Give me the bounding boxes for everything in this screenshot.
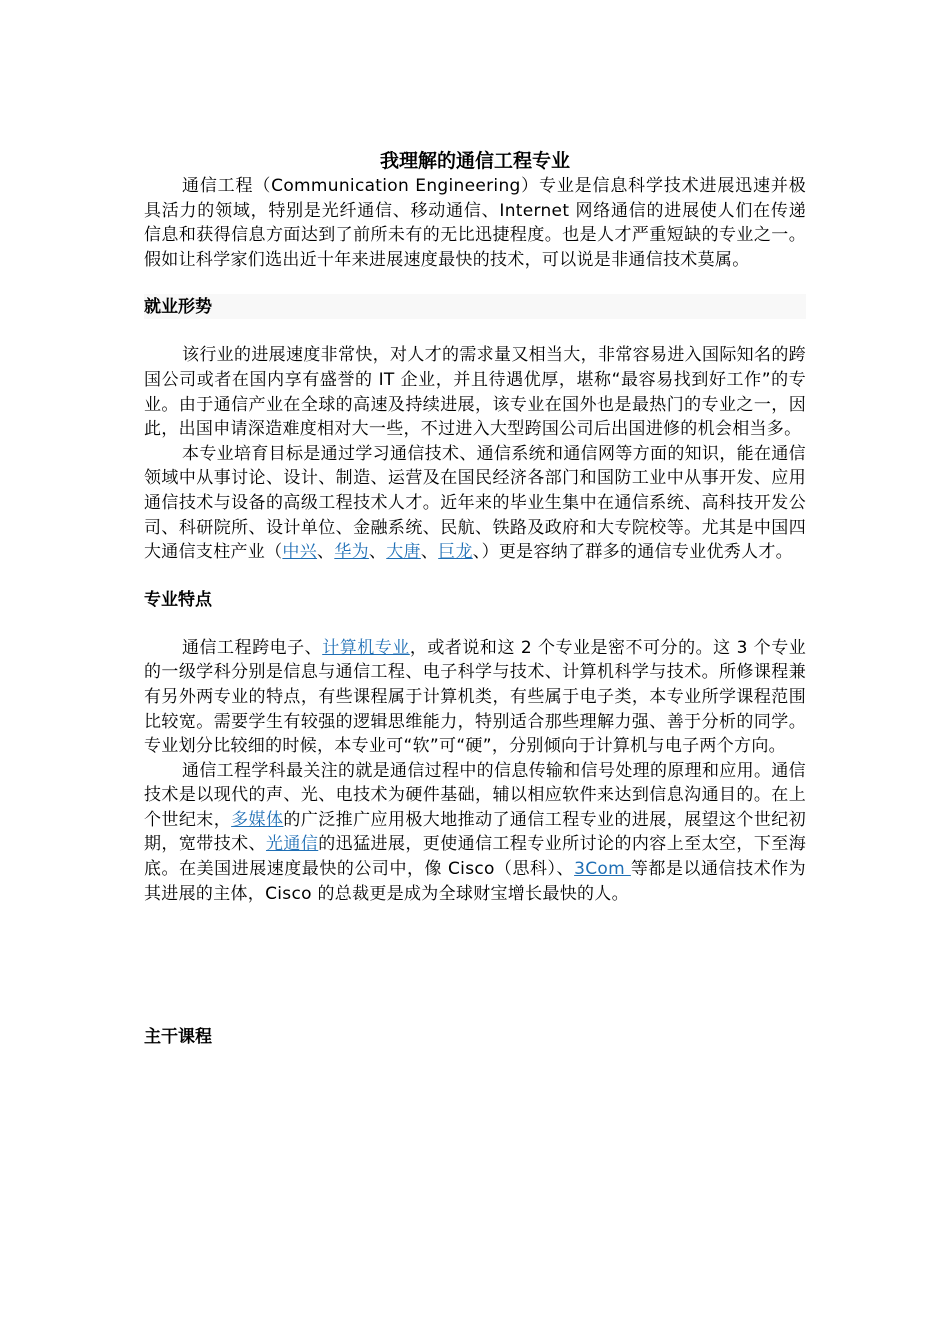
inline-link[interactable]: 多媒体	[231, 809, 284, 830]
section-heading-core-courses: 主干课程	[144, 1027, 212, 1048]
intro-paragraph: 通信工程（Communication Engineering）专业是信息科学技术进展迅速并极具活力的领域，特别是光纤通信、移动通信、Internet 网络通信的进展使人们在传递信息和获得信息方面达到了前所未有的无比迅捷程度。也是人才严重短缺的专业之一。假如让科学家们选出近十年来进展速度最快的技术，可以说是非通信技术莫属。	[144, 176, 806, 270]
employment-paragraph-1: 该行业的进展速度非常快，对人才的需求量又相当大，非常容易进入国际知名的跨国公司或者在国内享有盛誉的 IT 企业，并且待遇优厚，堪称“最容易找到好工作”的专业。由于通信产业在全球的高速及持续进展，该专业在国外也是最热门的专业之一，因此，出国申请深造难度相对大一些，不过进入大型跨国公司后出国进修的机会相当多。	[144, 345, 806, 440]
features-paragraph-2: 通信工程学科最关注的就是通信过程中的信息传输和信号处理的原理和应用。通信技术是以现代的声、光、电技术为硬件基础，辅以相应软件来达到信息沟通目的。在上个世纪末，多媒体的广泛推广应用极大地推动了通信工程专业的进展，展望这个世纪初期，宽带技术、光通信的迅猛进展，更使通信工程专业所讨论的内容上至太空，下至海底。在美国进展速度最快的公司中，像 Cisco（思科）、3Com 等都是以通信技术作为其进展的主体，Cisco 的总裁更是成为全球财宝增长最快的人。	[144, 760, 807, 904]
inline-link[interactable]: 计算机专业	[322, 637, 410, 658]
employment-paragraph-2: 本专业培育目标是通过学习通信技术、通信系统和通信网等方面的知识，能在通信领域中从事讨论、设计、制造、运营及在国民经济各部门和国防工业中从事开发、应用通信技术与设备的高级工程技术人才。近年来的毕业生集中在通信系统、高科技开发公司、科研院所、设计单位、金融系统、民航、铁路及政府和大专院校等。尤其是中国四大通信支柱产业（中兴、华为、大唐、巨龙、）更是容纳了群多的通信专业优秀人才。	[144, 443, 806, 563]
document-page	[144, 148, 806, 1049]
document-title: 我理解的通信工程专业	[379, 150, 570, 172]
inline-link[interactable]: 3Com	[574, 859, 631, 880]
inline-link[interactable]: 中兴	[282, 542, 318, 563]
section-heading-employment: 就业形势	[144, 294, 806, 319]
section-heading-features: 专业特点	[144, 589, 212, 610]
features-paragraph-1: 通信工程跨电子、计算机专业，或者说和这 2 个专业是密不可分的。这 3 个专业的一级学科分别是信息与通信工程、电子科学与技术、计算机科学与技术。所修课程兼有另外两专业的特点，有些课程属于计算机类，有些属于电子类，本专业所学课程范围比较宽。需要学生有较强的逻辑思维能力，特别适合那些理解力强、善于分析的同学。专业划分比较细的时候，本专业可“软”可“硬”，分别倾向于计算机与电子两个方向。	[144, 637, 807, 757]
inline-link[interactable]: 大唐	[386, 542, 421, 563]
inline-link[interactable]: 华为	[334, 542, 369, 563]
inline-link[interactable]: 光通信	[265, 834, 319, 855]
inline-link[interactable]: 巨龙	[438, 542, 473, 563]
